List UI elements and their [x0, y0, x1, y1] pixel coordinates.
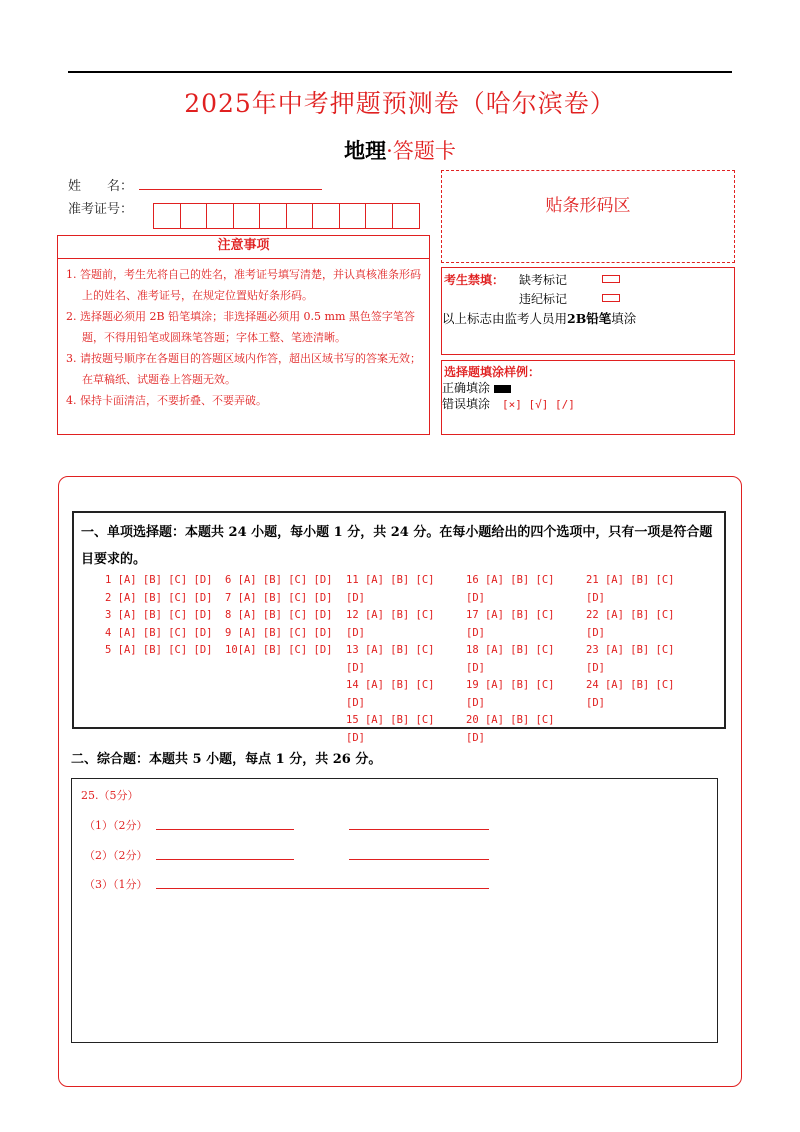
mcq-row[interactable]: 16 [A] [B] [C] [466, 574, 555, 586]
answer-line[interactable] [349, 859, 489, 860]
violation-label: 违纪标记 [519, 292, 568, 306]
mcq-row[interactable]: 22 [A] [B] [C] [586, 609, 675, 621]
q25-part-label: （3）（1分） [84, 878, 148, 891]
mcq-row[interactable]: 7 [A] [B] [C] [D] [225, 591, 333, 604]
id-digit-box[interactable] [181, 204, 208, 228]
q25-part-label: （1）（2分） [84, 819, 148, 832]
mcq-row[interactable]: 9 [A] [B] [C] [D] [225, 626, 333, 639]
violation-mark-box[interactable] [602, 294, 620, 302]
notice-heading: 注意事项 [57, 235, 430, 259]
barcode-label: 贴条形码区 [545, 196, 631, 216]
mcq-row[interactable]: 8 [A] [B] [C] [D] [225, 609, 333, 621]
mcq-row[interactable]: 10[A] [B] [C] [D] [225, 644, 333, 656]
answer-line[interactable] [156, 888, 489, 889]
wrong-fill-row [442, 395, 575, 412]
mcq-row[interactable]: [D] [586, 626, 605, 639]
mcq-row[interactable]: 12 [A] [B] [C] [346, 609, 435, 621]
mcq-column-4 [466, 572, 555, 747]
name-label: 姓 名： [68, 179, 134, 194]
id-digit-box[interactable] [366, 204, 393, 228]
mcq-row[interactable]: 18 [A] [B] [C] [466, 644, 555, 656]
id-digit-box[interactable] [260, 204, 287, 228]
answer-line[interactable] [156, 859, 294, 860]
absent-mark-box[interactable] [602, 275, 620, 283]
mcq-column-2 [225, 572, 332, 660]
page-title: 2025年中考押题预测卷（哈尔滨卷） [184, 89, 616, 118]
barcode-area [441, 170, 735, 263]
mcq-row[interactable]: 15 [A] [B] [C] [346, 714, 435, 726]
answer-line[interactable] [349, 829, 489, 830]
forbid-note-post: 填涂 [611, 311, 637, 326]
mcq-row[interactable]: 1 [A] [B] [C] [D] [105, 574, 213, 586]
wrong-fill-samples: [×] [√] [/] [502, 398, 575, 411]
mcq-row[interactable]: 4 [A] [B] [C] [D] [105, 626, 213, 639]
id-number-boxes[interactable] [153, 203, 420, 229]
mcq-row[interactable]: [D] [586, 696, 605, 709]
mcq-column-3 [346, 572, 435, 747]
q25-title: 25.（5分） [81, 789, 139, 802]
mcq-row[interactable]: 21 [A] [B] [C] [586, 574, 675, 586]
id-label: 准考证号： [68, 202, 134, 217]
q25-part-label: （2）（2分） [84, 849, 148, 862]
id-digit-box[interactable] [154, 204, 181, 228]
id-digit-box[interactable] [287, 204, 314, 228]
mcq-row[interactable]: 2 [A] [B] [C] [D] [105, 591, 213, 604]
id-digit-box[interactable] [393, 204, 420, 228]
mcq-row[interactable]: [D] [346, 661, 365, 674]
examiner-only-box [441, 267, 735, 355]
id-digit-box[interactable] [313, 204, 340, 228]
mcq-row[interactable]: [D] [466, 591, 485, 604]
mcq-row[interactable]: [D] [466, 626, 485, 639]
absent-label: 缺考标记 [519, 273, 568, 287]
id-digit-box[interactable] [340, 204, 367, 228]
mcq-row[interactable]: 14 [A] [B] [C] [346, 679, 435, 691]
mcq-row[interactable]: [D] [466, 661, 485, 674]
wrong-fill-label: 错误填涂 [442, 397, 491, 411]
mcq-row[interactable]: 11 [A] [B] [C] [346, 574, 435, 586]
page-subtitle [0, 135, 800, 165]
mcq-row[interactable]: 19 [A] [B] [C] [466, 679, 555, 691]
section2-heading: 二、综合题：本题共 5 小题，每点 1 分，共 26 分。 [71, 752, 382, 767]
mcq-row[interactable]: 23 [A] [B] [C] [586, 644, 675, 656]
forbid-note-pre: 以上标志由监考人员用 [442, 311, 568, 326]
mcq-column-1 [105, 572, 212, 660]
mcq-row[interactable]: [D] [586, 591, 605, 604]
card-type: ·答题卡 [386, 139, 456, 163]
forbid-label: 考生禁填： [444, 273, 505, 287]
mcq-row[interactable]: 6 [A] [B] [C] [D] [225, 574, 333, 586]
mcq-row[interactable]: 13 [A] [B] [C] [346, 644, 435, 656]
mcq-row[interactable]: 3 [A] [B] [C] [D] [105, 609, 213, 621]
notice-item: 3. 请按题号顺序在各题目的答题区域内作答，超出区域书写的答案无效；在草稿纸、试题卷上答题无效。 [66, 352, 421, 386]
mcq-row[interactable]: [D] [346, 731, 365, 744]
subject-name: 地理 [344, 138, 387, 163]
name-field[interactable] [139, 189, 322, 190]
id-digit-box[interactable] [207, 204, 234, 228]
mcq-row[interactable]: [D] [466, 731, 485, 744]
forbid-note-bold: 2B铅笔 [567, 311, 612, 326]
correct-fill-row [442, 379, 511, 396]
notice-item: 1. 答题前，考生先将自己的姓名，准考证号填写清楚，并认真核准条形码上的姓名、准考证号，在规定位置贴好条形码。 [66, 268, 421, 302]
mcq-row[interactable]: [D] [586, 661, 605, 674]
mcq-row[interactable]: [D] [466, 696, 485, 709]
id-digit-box[interactable] [234, 204, 261, 228]
correct-fill-sample [494, 385, 511, 393]
section1-heading: 一、单项选择题：本题共 24 小题，每小题 1 分，共 24 分。在每小题给出的四个选项中，只有一项是符合题目要求的。 [81, 525, 713, 567]
notice-body [57, 258, 430, 435]
correct-fill-label: 正确填涂 [442, 381, 491, 395]
fill-example-label: 选择题填涂样例： [444, 365, 541, 379]
mcq-row[interactable]: 24 [A] [B] [C] [586, 679, 675, 691]
forbid-note [442, 309, 636, 327]
mcq-row[interactable]: [D] [346, 591, 365, 604]
mcq-row[interactable]: [D] [346, 626, 365, 639]
top-rule [68, 71, 732, 73]
question-25-box [71, 778, 718, 1043]
answer-line[interactable] [156, 829, 294, 830]
mcq-row[interactable]: 20 [A] [B] [C] [466, 714, 555, 726]
mcq-row[interactable]: 17 [A] [B] [C] [466, 609, 555, 621]
notice-item: 2. 选择题必须用 2B 铅笔填涂；非选择题必须用 0.5 mm 黑色签字笔答题，不得用铅笔或圆珠笔答题；字体工整、笔迹清晰。 [66, 310, 415, 344]
notice-item: 4. 保持卡面清洁，不要折叠、不要弄破。 [66, 394, 267, 407]
mcq-row[interactable]: [D] [346, 696, 365, 709]
fill-example-box [441, 360, 735, 435]
mcq-row[interactable]: 5 [A] [B] [C] [D] [105, 644, 213, 656]
mcq-column-5 [586, 572, 675, 712]
